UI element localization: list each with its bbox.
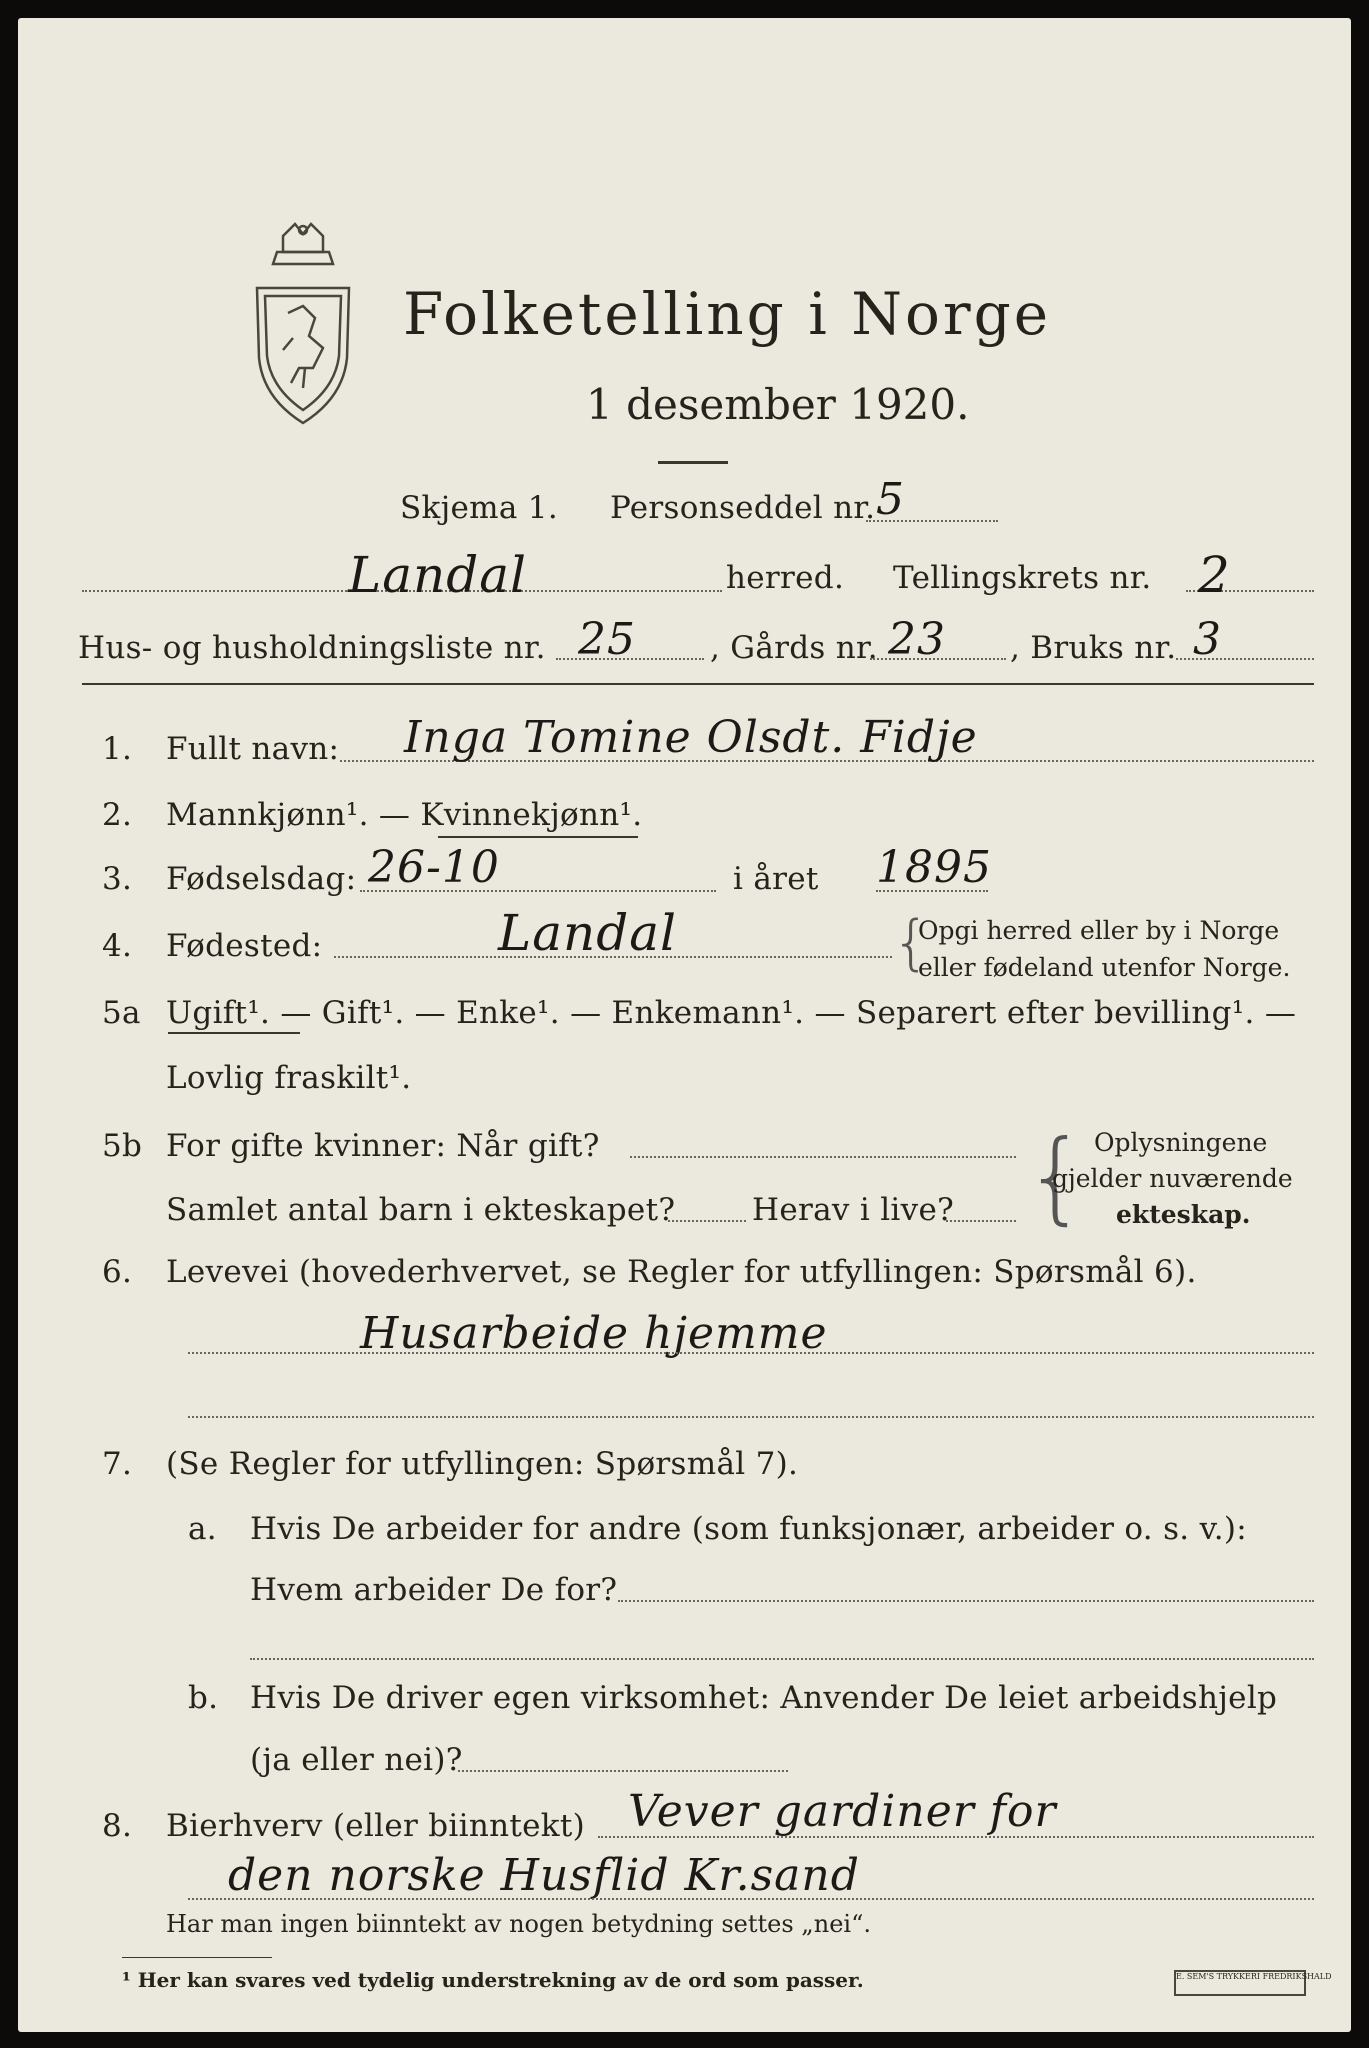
q7a-line2: Hvem arbeider De for? (250, 1572, 618, 1608)
q7a-letter: a. (188, 1511, 217, 1547)
q5a-line1: Ugift¹. — Gift¹. — Enke¹. — Enkemann¹. — Separert efter bevilling¹. — (166, 995, 1297, 1031)
census-form: Folketelling i Norge 1 desember 1920. Skjema 1. Personseddel nr. 5 Landal herred. Tellingskrets nr. 2 Hus- og husholdningsliste nr. 25 , Gårds nr. 23 , Bruks nr. 3 1. Fullt navn: Inga Tomine Olsdt. Fidje 2. Mannkjønn¹. — Kvinnekjønn¹. 3. Fødselsdag: 26-10 i året 1895 4. Fødested: Landal { Opgi herred eller by i Norge eller fødeland utenfor Norge. 5a Ugift¹. — Gift¹. — Enke¹. — Enkemann¹. — Separert efter bevilling¹. — Lovlig fraskilt¹. 5b For gifte kvinner: Når gift? Samlet antal barn i ekteskapet? Herav i live? { Oplysningene gjelder nuværende ekteskap. 6. Levevei (hovederhvervet, se Regler for utfyllingen: Spørsmål 6). Husarbeide hjemme 7. (Se Regler for utfyllingen: Spørsmål 7). a. Hvis De arbeider for andre (som funksjonær, arbeider o. s. v.): Hvem arbeider De for? b. Hvis De driver egen virksomhet: Anvender De leiet arbeidshjelp (ja eller nei)? 8. Bierhverv (eller biinntekt) Vever gardiner for den norske Husflid Kr.sand Har man ingen biinntekt av nogen betydning settes „nei“. ¹ Her kan svares ved tydelig understrekning av de ord som passer. E. SEM'S TRYKKERI FREDRIKSHALD (18, 18, 1351, 2032)
q5b-note-line3: ekteskap. (1116, 1200, 1251, 1229)
herred-value: Landal (348, 546, 528, 604)
q1-number: 1. (102, 731, 133, 767)
footnote-rule (122, 1957, 272, 1958)
q4-note-line2: eller fødeland utenfor Norge. (918, 953, 1291, 982)
q7b-line1: Hvis De driver egen virksomhet: Anvender De leiet arbeidshjelp (250, 1680, 1278, 1716)
personseddel-value: 5 (876, 474, 905, 525)
q2-number: 2. (102, 797, 133, 833)
q1-value: Inga Tomine Olsdt. Fidje (404, 712, 978, 763)
q1-label: Fullt navn: (166, 731, 340, 767)
personseddel-label: Personseddel nr. (610, 490, 876, 526)
q8-value-line2: den norske Husflid Kr.sand (228, 1850, 860, 1901)
husholdningsliste-label: Hus- og husholdningsliste nr. (78, 630, 546, 666)
q3-year-label: i året (733, 861, 819, 897)
husholdningsliste-value: 25 (578, 614, 636, 665)
form-title: Folketelling i Norge (403, 280, 1052, 348)
bruks-label: , Bruks nr. (1010, 630, 1177, 666)
q6-number: 6. (102, 1254, 133, 1290)
q4-label: Fødested: (166, 928, 323, 964)
q5b-note-line1: Oplysningene (1094, 1128, 1268, 1157)
q5a-number: 5a (102, 995, 141, 1031)
bruks-value: 3 (1193, 614, 1222, 665)
form-date: 1 desember 1920. (586, 380, 970, 429)
q3-date-value: 26-10 (368, 842, 500, 893)
q6-value: Husarbeide hjemme (360, 1308, 828, 1359)
q5b-line1: For gifte kvinner: Når gift? (166, 1128, 600, 1164)
gards-label: , Gårds nr. (710, 630, 878, 666)
q4-note-line1: Opgi herred eller by i Norge (918, 916, 1280, 945)
coat-of-arms-icon (243, 218, 363, 428)
q3-year-value: 1895 (876, 842, 992, 893)
q5b-line2a: Samlet antal barn i ekteskapet? (166, 1192, 676, 1228)
q5a-line2: Lovlig fraskilt¹. (166, 1060, 412, 1096)
q7b-letter: b. (188, 1680, 219, 1716)
q8-note: Har man ingen biinntekt av nogen betydning settes „nei“. (166, 1910, 871, 1938)
q2-selection-underline (438, 836, 638, 838)
herred-label: herred. (726, 560, 845, 596)
q5b-number: 5b (102, 1128, 143, 1164)
header-rule (82, 683, 1314, 685)
q8-label: Bierhverv (eller biinntekt) (166, 1808, 586, 1844)
q4-number: 4. (102, 928, 133, 964)
q7b-line2: (ja eller nei)? (250, 1742, 463, 1778)
gards-value: 23 (888, 614, 946, 665)
footnote-text: ¹ Her kan svares ved tydelig understrekning av de ord som passer. (122, 1968, 864, 1992)
q8-value-line1: Vever gardiner for (628, 1786, 1057, 1837)
q8-number: 8. (102, 1808, 133, 1844)
q7-label: (Se Regler for utfyllingen: Spørsmål 7). (166, 1446, 799, 1482)
q5a-selection-underline (168, 1032, 300, 1034)
q4-value: Landal (498, 904, 678, 962)
q7-number: 7. (102, 1446, 133, 1482)
q3-number: 3. (102, 861, 133, 897)
q3-label: Fødselsdag: (166, 861, 357, 897)
q6-label: Levevei (hovederhvervet, se Regler for utfyllingen: Spørsmål 6). (166, 1254, 1197, 1290)
printer-stamp: E. SEM'S TRYKKERI FREDRIKSHALD (1174, 1970, 1306, 1996)
tellingskrets-value: 2 (1198, 546, 1231, 604)
q7a-line1: Hvis De arbeider for andre (som funksjonær, arbeider o. s. v.): (250, 1511, 1248, 1547)
q5b-note-line2: gjelder nuværende (1052, 1164, 1293, 1193)
tellingskrets-label: Tellingskrets nr. (893, 560, 1152, 596)
q2-label: Mannkjønn¹. — Kvinnekjønn¹. (166, 797, 643, 833)
title-divider (658, 461, 728, 464)
q5b-line2b: Herav i live? (752, 1192, 955, 1228)
schema-label: Skjema 1. (400, 490, 558, 526)
